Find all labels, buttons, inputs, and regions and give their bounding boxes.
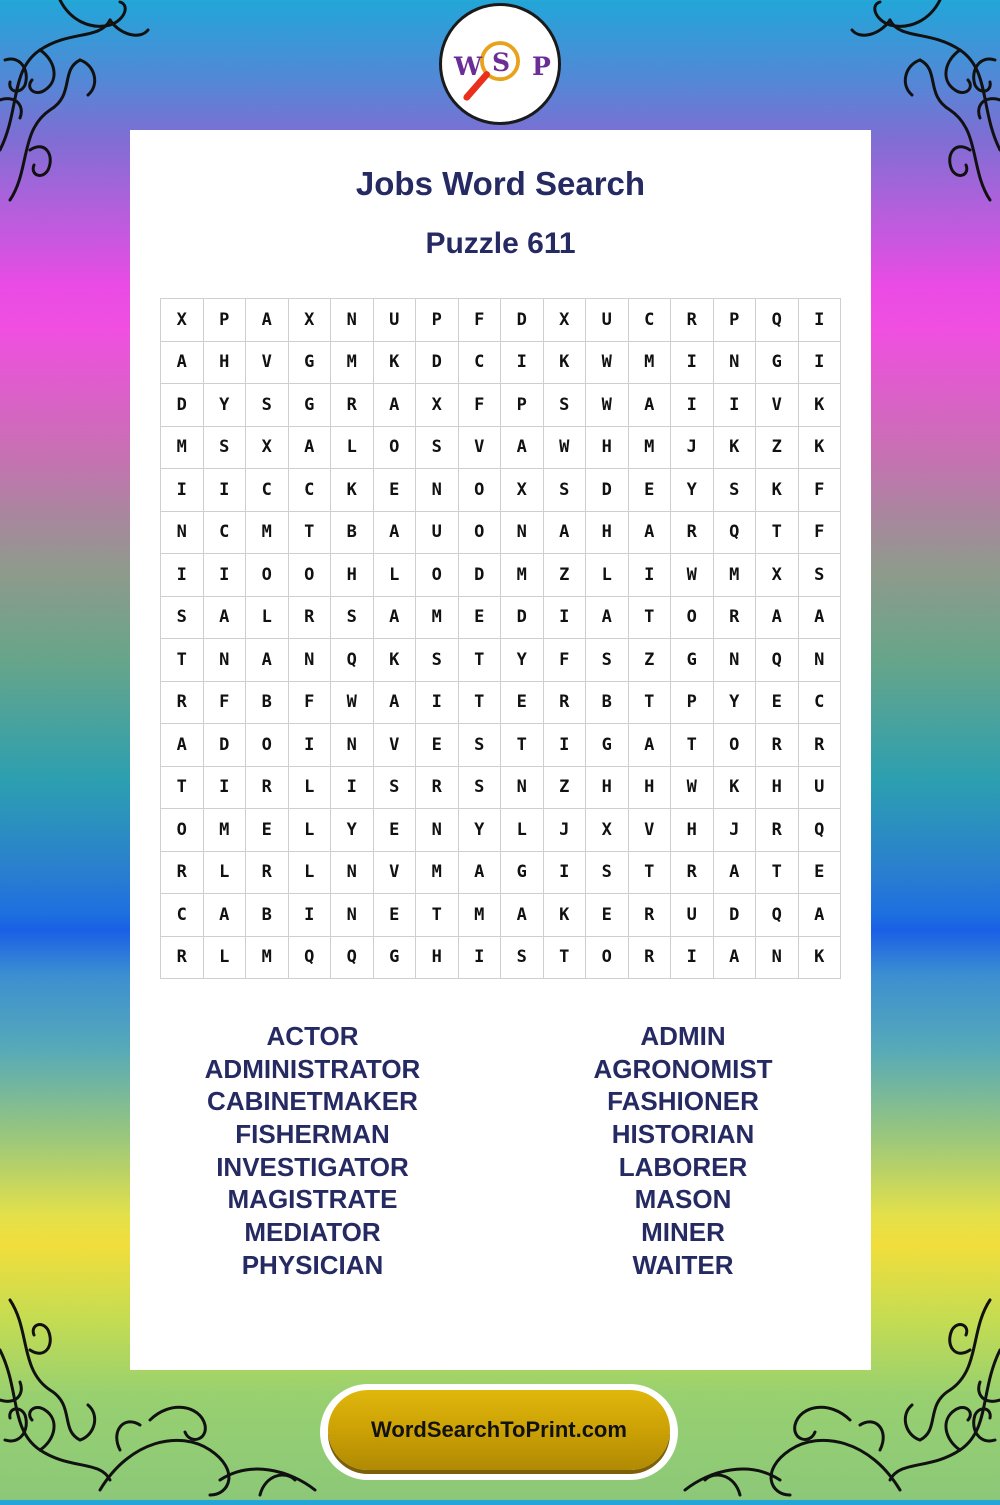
grid-cell[interactable]: K [374, 639, 417, 682]
grid-cell[interactable]: N [501, 767, 544, 810]
corner-ornament-top-right [850, 0, 1000, 210]
grid-cell[interactable]: I [671, 937, 714, 980]
grid-cell[interactable]: A [799, 597, 842, 640]
grid-cell[interactable]: R [161, 682, 204, 725]
grid-cell[interactable]: S [544, 469, 587, 512]
grid-cell[interactable]: F [459, 384, 502, 427]
grid-cell[interactable]: T [459, 682, 502, 725]
grid-cell[interactable]: X [501, 469, 544, 512]
grid-cell[interactable]: L [204, 852, 247, 895]
grid-cell[interactable]: A [161, 724, 204, 767]
grid-cell[interactable]: L [374, 554, 417, 597]
grid-cell[interactable]: A [714, 852, 757, 895]
grid-cell[interactable]: I [161, 554, 204, 597]
grid-cell[interactable]: D [501, 299, 544, 342]
grid-cell[interactable]: K [544, 894, 587, 937]
grid-cell[interactable]: D [586, 469, 629, 512]
grid-cell[interactable]: D [501, 597, 544, 640]
grid-cell[interactable]: F [544, 639, 587, 682]
grid-cell[interactable]: G [586, 724, 629, 767]
grid-cell[interactable]: P [714, 299, 757, 342]
grid-cell[interactable]: K [799, 427, 842, 470]
grid-cell[interactable]: S [204, 427, 247, 470]
grid-cell[interactable]: A [629, 384, 672, 427]
page-title: Jobs Word Search [355, 165, 646, 202]
word-list-item: FASHIONER [607, 1086, 759, 1117]
grid-cell[interactable]: O [246, 724, 289, 767]
grid-cell[interactable]: Y [671, 469, 714, 512]
grid-cell[interactable]: P [416, 299, 459, 342]
grid-cell[interactable]: A [714, 937, 757, 980]
grid-cell[interactable]: E [799, 852, 842, 895]
grid-cell[interactable]: E [629, 469, 672, 512]
grid-cell[interactable]: N [714, 342, 757, 385]
grid-cell[interactable]: A [544, 512, 587, 555]
word-list-item: PHYSICIAN [241, 1249, 384, 1280]
grid-cell[interactable]: L [289, 852, 332, 895]
word-list-item: MINER [641, 1217, 725, 1248]
grid-cell[interactable]: I [671, 384, 714, 427]
word-list-item: ACTOR [266, 1021, 359, 1051]
grid-cell[interactable]: Y [204, 384, 247, 427]
grid-cell[interactable]: G [501, 852, 544, 895]
grid-cell[interactable]: R [756, 809, 799, 852]
grid-cell[interactable]: N [331, 894, 374, 937]
grid-cell[interactable]: Q [331, 937, 374, 980]
grid-cell[interactable]: I [459, 937, 502, 980]
site-link-button[interactable] [320, 1384, 678, 1480]
grid-cell[interactable]: Y [331, 809, 374, 852]
grid-cell[interactable]: I [671, 342, 714, 385]
grid-cell[interactable]: E [501, 682, 544, 725]
grid-cell[interactable]: I [714, 384, 757, 427]
grid-cell[interactable]: O [416, 554, 459, 597]
grid-cell[interactable]: I [544, 852, 587, 895]
grid-cell[interactable]: A [799, 894, 842, 937]
grid-cell[interactable]: M [629, 342, 672, 385]
grid-cell[interactable]: A [374, 682, 417, 725]
grid-cell[interactable]: A [246, 639, 289, 682]
grid-cell[interactable]: T [544, 937, 587, 980]
grid-cell[interactable]: A [161, 342, 204, 385]
grid-cell[interactable]: V [629, 809, 672, 852]
grid-cell[interactable]: K [544, 342, 587, 385]
grid-cell[interactable]: S [544, 384, 587, 427]
grid-cell[interactable]: C [799, 682, 842, 725]
grid-cell[interactable]: H [586, 767, 629, 810]
grid-cell[interactable]: V [374, 724, 417, 767]
grid-cell[interactable]: H [629, 767, 672, 810]
grid-cell[interactable]: M [246, 937, 289, 980]
grid-cell[interactable]: I [289, 894, 332, 937]
grid-cell[interactable]: C [459, 342, 502, 385]
grid-cell[interactable]: E [374, 809, 417, 852]
grid-cell[interactable]: X [416, 384, 459, 427]
grid-cell[interactable]: I [204, 469, 247, 512]
grid-cell[interactable]: C [629, 299, 672, 342]
grid-cell[interactable]: O [459, 469, 502, 512]
grid-cell[interactable]: R [416, 767, 459, 810]
grid-cell[interactable]: Z [629, 639, 672, 682]
grid-cell[interactable]: N [756, 937, 799, 980]
grid-cell[interactable]: S [799, 554, 842, 597]
grid-cell[interactable]: K [799, 937, 842, 980]
word-list-item: FISHERMAN [235, 1119, 390, 1150]
grid-cell[interactable]: R [671, 852, 714, 895]
grid-cell[interactable]: U [416, 512, 459, 555]
grid-cell[interactable]: C [204, 512, 247, 555]
grid-cell[interactable]: Q [331, 639, 374, 682]
grid-cell[interactable]: S [714, 469, 757, 512]
grid-cell[interactable]: A [374, 384, 417, 427]
grid-cell[interactable]: S [246, 384, 289, 427]
grid-cell[interactable]: I [416, 682, 459, 725]
word-list-item: ADMINISTRATOR [204, 1053, 421, 1084]
grid-cell[interactable]: A [501, 894, 544, 937]
grid-cell[interactable]: U [799, 767, 842, 810]
grid-cell[interactable]: Q [756, 299, 799, 342]
grid-cell[interactable]: R [756, 724, 799, 767]
grid-cell[interactable]: Y [714, 682, 757, 725]
grid-cell[interactable]: I [204, 554, 247, 597]
grid-cell[interactable]: M [459, 894, 502, 937]
grid-cell[interactable]: P [501, 384, 544, 427]
grid-cell[interactable]: F [799, 469, 842, 512]
grid-cell[interactable]: T [161, 639, 204, 682]
word-list-right [495, 1020, 871, 1282]
grid-cell[interactable]: O [671, 597, 714, 640]
grid-cell[interactable]: X [161, 299, 204, 342]
word-list-item: CABINETMAKER [207, 1086, 418, 1117]
grid-cell[interactable]: H [756, 767, 799, 810]
grid-cell[interactable]: D [714, 894, 757, 937]
word-list-item: MEDIATOR [244, 1217, 381, 1248]
word-list-item: WAITER [632, 1249, 734, 1280]
grid-cell[interactable]: D [459, 554, 502, 597]
grid-cell[interactable]: S [459, 724, 502, 767]
grid-cell[interactable]: R [629, 894, 672, 937]
word-list-item: LABORER [618, 1151, 748, 1182]
puzzle-number: Puzzle 611 [425, 227, 576, 260]
grid-cell[interactable]: R [331, 384, 374, 427]
grid-cell[interactable]: A [629, 724, 672, 767]
grid-cell[interactable]: R [671, 512, 714, 555]
grid-cell[interactable]: R [629, 937, 672, 980]
grid-cell[interactable]: Q [756, 639, 799, 682]
grid-cell[interactable]: X [246, 427, 289, 470]
grid-cell[interactable]: W [586, 384, 629, 427]
grid-cell[interactable]: G [289, 384, 332, 427]
grid-cell[interactable]: G [289, 342, 332, 385]
grid-cell[interactable]: A [756, 597, 799, 640]
grid-cell[interactable]: L [289, 767, 332, 810]
grid-cell[interactable]: S [161, 597, 204, 640]
grid-cell[interactable]: R [799, 724, 842, 767]
puzzle-card [130, 130, 871, 1370]
grid-cell[interactable]: G [374, 937, 417, 980]
grid-cell[interactable]: R [544, 682, 587, 725]
grid-cell[interactable]: O [161, 809, 204, 852]
grid-cell[interactable]: J [671, 427, 714, 470]
grid-cell[interactable]: I [289, 724, 332, 767]
grid-cell[interactable]: O [246, 554, 289, 597]
grid-cell[interactable]: R [161, 937, 204, 980]
grid-cell[interactable]: M [416, 597, 459, 640]
grid-cell[interactable]: M [331, 342, 374, 385]
grid-cell[interactable]: F [204, 682, 247, 725]
grid-cell[interactable]: N [331, 299, 374, 342]
word-list-item: MAGISTRATE [227, 1184, 398, 1215]
grid-cell[interactable]: N [501, 512, 544, 555]
site-link-pill[interactable] [328, 1390, 670, 1470]
grid-cell[interactable]: Q [799, 809, 842, 852]
grid-cell[interactable]: P [204, 299, 247, 342]
grid-cell[interactable]: D [416, 342, 459, 385]
grid-cell[interactable]: W [331, 682, 374, 725]
grid-cell[interactable]: M [501, 554, 544, 597]
grid-cell[interactable]: U [586, 299, 629, 342]
grid-cell[interactable]: S [416, 639, 459, 682]
grid-cell[interactable]: A [501, 427, 544, 470]
grid-cell[interactable]: S [459, 767, 502, 810]
grid-cell[interactable]: W [671, 554, 714, 597]
grid-cell[interactable]: E [459, 597, 502, 640]
grid-cell[interactable]: E [374, 894, 417, 937]
grid-cell[interactable]: T [161, 767, 204, 810]
grid-cell[interactable]: Z [756, 427, 799, 470]
grid-cell[interactable]: A [289, 427, 332, 470]
grid-cell[interactable]: L [331, 427, 374, 470]
grid-cell[interactable]: K [374, 342, 417, 385]
grid-cell[interactable]: I [161, 469, 204, 512]
grid-cell[interactable]: N [331, 724, 374, 767]
grid-cell[interactable]: J [714, 809, 757, 852]
grid-cell[interactable]: A [204, 597, 247, 640]
grid-cell[interactable]: C [289, 469, 332, 512]
grid-cell[interactable]: T [629, 682, 672, 725]
grid-cell[interactable]: O [459, 512, 502, 555]
grid-cell[interactable]: S [416, 427, 459, 470]
grid-cell[interactable]: S [331, 597, 374, 640]
grid-cell[interactable]: Q [289, 937, 332, 980]
grid-cell[interactable]: T [416, 894, 459, 937]
grid-cell[interactable]: R [714, 597, 757, 640]
grid-cell[interactable]: A [586, 597, 629, 640]
grid-cell[interactable]: T [756, 852, 799, 895]
grid-cell[interactable]: N [799, 639, 842, 682]
grid-cell[interactable]: L [501, 809, 544, 852]
grid-cell[interactable]: B [331, 512, 374, 555]
grid-cell[interactable]: F [459, 299, 502, 342]
grid-cell[interactable]: W [671, 767, 714, 810]
logo-letter-s: S [492, 48, 511, 77]
grid-cell[interactable]: I [544, 597, 587, 640]
grid-cell[interactable]: R [246, 852, 289, 895]
grid-cell[interactable]: T [289, 512, 332, 555]
grid-cell[interactable]: M [629, 427, 672, 470]
grid-cell[interactable]: E [374, 469, 417, 512]
word-list-item: HISTORIAN [611, 1119, 755, 1150]
grid-cell[interactable]: R [161, 852, 204, 895]
grid-cell[interactable]: A [374, 512, 417, 555]
grid-cell[interactable]: Y [501, 639, 544, 682]
site-link-label: WordSearchToPrint.com [371, 1417, 627, 1442]
grid-cell[interactable]: O [374, 427, 417, 470]
grid-cell[interactable]: N [204, 639, 247, 682]
grid-cell[interactable]: R [671, 299, 714, 342]
wsp-logo[interactable] [439, 3, 561, 125]
grid-cell[interactable]: T [629, 597, 672, 640]
grid-cell[interactable]: E [756, 682, 799, 725]
grid-cell[interactable]: I [544, 724, 587, 767]
grid-cell[interactable]: H [586, 512, 629, 555]
letter-grid [160, 298, 841, 979]
grid-cell[interactable]: I [501, 342, 544, 385]
grid-cell[interactable]: K [331, 469, 374, 512]
grid-cell[interactable]: O [586, 937, 629, 980]
grid-cell[interactable]: M [416, 852, 459, 895]
grid-cell[interactable]: N [161, 512, 204, 555]
grid-cell[interactable]: A [374, 597, 417, 640]
grid-cell[interactable]: O [714, 724, 757, 767]
word-list-left [130, 1020, 495, 1282]
grid-cell[interactable]: S [501, 937, 544, 980]
grid-cell[interactable]: K [799, 384, 842, 427]
grid-cell[interactable]: M [246, 512, 289, 555]
grid-cell[interactable]: E [416, 724, 459, 767]
grid-cell[interactable]: T [459, 639, 502, 682]
grid-cell[interactable]: M [161, 427, 204, 470]
grid-cell[interactable]: K [756, 469, 799, 512]
grid-cell[interactable]: T [671, 724, 714, 767]
grid-cell[interactable]: B [586, 682, 629, 725]
grid-cell[interactable]: N [416, 809, 459, 852]
word-list-item: ADMIN [640, 1021, 726, 1051]
grid-cell[interactable]: I [204, 767, 247, 810]
corner-ornament-top-left [0, 0, 150, 210]
grid-cell[interactable]: F [799, 512, 842, 555]
grid-cell[interactable]: V [756, 384, 799, 427]
grid-cell[interactable]: V [459, 427, 502, 470]
grid-cell[interactable]: Y [459, 809, 502, 852]
grid-cell[interactable]: I [629, 554, 672, 597]
grid-cell[interactable]: Q [714, 512, 757, 555]
grid-cell[interactable]: M [714, 554, 757, 597]
grid-cell[interactable]: L [204, 937, 247, 980]
grid-cell[interactable]: B [246, 682, 289, 725]
grid-cell[interactable]: Z [544, 767, 587, 810]
grid-cell[interactable]: G [756, 342, 799, 385]
grid-cell[interactable]: A [246, 299, 289, 342]
grid-cell[interactable]: L [586, 554, 629, 597]
grid-cell[interactable]: J [544, 809, 587, 852]
grid-cell[interactable]: X [756, 554, 799, 597]
grid-cell[interactable]: N [289, 639, 332, 682]
word-list-item: AGRONOMIST [593, 1053, 773, 1084]
grid-cell[interactable]: X [289, 299, 332, 342]
grid-cell[interactable]: W [544, 427, 587, 470]
word-list-item: MASON [634, 1184, 732, 1215]
grid-cell[interactable]: S [586, 639, 629, 682]
grid-cell[interactable]: V [246, 342, 289, 385]
grid-cell[interactable]: D [204, 724, 247, 767]
grid-cell[interactable]: I [331, 767, 374, 810]
grid-cell[interactable]: H [586, 427, 629, 470]
word-list-item: INVESTIGATOR [216, 1151, 409, 1182]
grid-cell[interactable]: C [246, 469, 289, 512]
grid-cell[interactable]: L [289, 809, 332, 852]
grid-cell[interactable]: H [671, 809, 714, 852]
grid-cell[interactable]: K [714, 767, 757, 810]
grid-cell[interactable]: N [714, 639, 757, 682]
grid-cell[interactable]: A [629, 512, 672, 555]
logo-letter-p: P [532, 52, 551, 81]
grid-cell[interactable]: H [331, 554, 374, 597]
grid-cell[interactable]: X [586, 809, 629, 852]
grid-cell[interactable]: E [246, 809, 289, 852]
grid-cell[interactable]: Q [756, 894, 799, 937]
grid-cell[interactable]: A [204, 894, 247, 937]
grid-cell[interactable]: D [161, 384, 204, 427]
grid-cell[interactable]: V [374, 852, 417, 895]
grid-cell[interactable]: S [374, 767, 417, 810]
grid-cell[interactable]: O [289, 554, 332, 597]
grid-cell[interactable]: H [416, 937, 459, 980]
grid-cell[interactable]: G [671, 639, 714, 682]
logo-letter-w: W [454, 52, 483, 81]
grid-cell[interactable]: R [289, 597, 332, 640]
grid-cell[interactable]: U [671, 894, 714, 937]
grid-cell[interactable]: N [416, 469, 459, 512]
grid-cell[interactable]: A [459, 852, 502, 895]
grid-cell[interactable]: S [586, 852, 629, 895]
grid-cell[interactable]: T [629, 852, 672, 895]
grid-cell[interactable]: T [756, 512, 799, 555]
grid-cell[interactable]: L [246, 597, 289, 640]
grid-cell[interactable]: E [586, 894, 629, 937]
grid-cell[interactable]: H [204, 342, 247, 385]
grid-cell[interactable]: I [799, 299, 842, 342]
grid-cell[interactable]: X [544, 299, 587, 342]
grid-cell[interactable]: M [204, 809, 247, 852]
grid-cell[interactable]: W [586, 342, 629, 385]
word-list [130, 1020, 871, 1282]
grid-cell[interactable]: I [799, 342, 842, 385]
grid-cell[interactable]: F [289, 682, 332, 725]
grid-cell[interactable]: B [246, 894, 289, 937]
grid-cell[interactable]: U [374, 299, 417, 342]
grid-cell[interactable]: C [161, 894, 204, 937]
grid-cell[interactable]: Z [544, 554, 587, 597]
grid-cell[interactable]: N [331, 852, 374, 895]
grid-cell[interactable]: T [501, 724, 544, 767]
grid-cell[interactable]: K [714, 427, 757, 470]
grid-cell[interactable]: P [671, 682, 714, 725]
grid-cell[interactable]: R [246, 767, 289, 810]
